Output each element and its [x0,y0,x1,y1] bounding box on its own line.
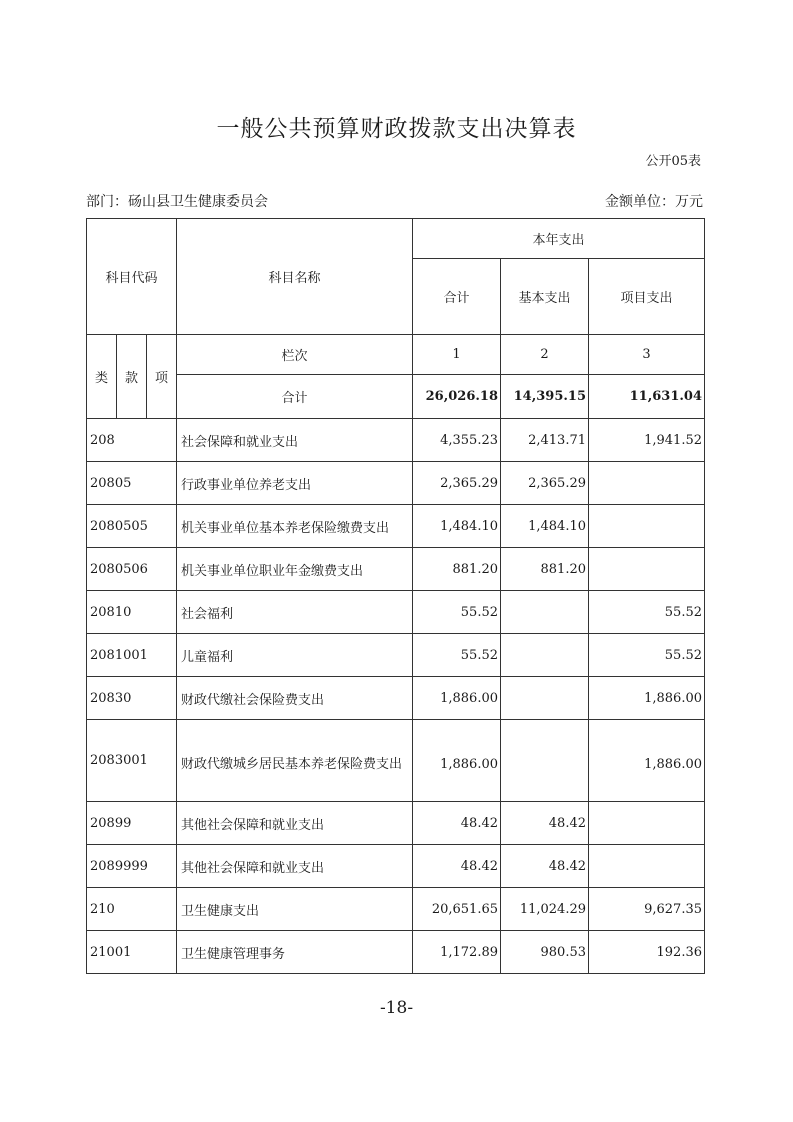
header-total: 合计 [413,259,501,335]
row-code: 21001 [87,931,177,974]
total-row-total: 26,026.18 [413,375,501,419]
expense-table [86,218,705,974]
row-project: 192.36 [589,931,705,974]
header-col2: 2 [501,335,589,375]
header-column-label: 栏次 [177,335,413,375]
row-name: 儿童福利 [177,634,413,677]
row-code: 20805 [87,462,177,505]
table-row [87,634,705,677]
amount-unit-label: 金额单位：万元 [605,194,703,210]
page-number: -18- [379,998,414,1018]
table-row [87,677,705,720]
row-basic: 881.20 [501,548,589,591]
table-row [87,720,705,802]
row-name: 卫生健康支出 [177,888,413,931]
row-total: 1,886.00 [413,720,501,802]
row-project: 1,886.00 [589,720,705,802]
row-total: 48.42 [413,802,501,845]
table-row [87,591,705,634]
total-row-project: 11,631.04 [589,375,705,419]
row-project: 1,886.00 [589,677,705,720]
row-project [589,462,705,505]
row-code: 2080505 [87,505,177,548]
row-basic: 2,365.29 [501,462,589,505]
row-basic [501,677,589,720]
row-total: 881.20 [413,548,501,591]
row-code: 210 [87,888,177,931]
table-row [87,505,705,548]
row-code: 20810 [87,591,177,634]
row-basic: 980.53 [501,931,589,974]
row-total: 1,886.00 [413,677,501,720]
header-basic: 基本支出 [501,259,589,335]
row-project [589,802,705,845]
row-total: 4,355.23 [413,419,501,462]
row-code: 20830 [87,677,177,720]
row-name: 其他社会保障和就业支出 [177,845,413,888]
row-name: 卫生健康管理事务 [177,931,413,974]
row-basic: 11,024.29 [501,888,589,931]
row-total: 1,172.89 [413,931,501,974]
row-basic: 2,413.71 [501,419,589,462]
header-subject-name: 科目名称 [177,219,413,335]
row-project [589,505,705,548]
row-name: 其他社会保障和就业支出 [177,802,413,845]
header-kuan: 款 [117,335,147,419]
row-code: 208 [87,419,177,462]
table-row [87,888,705,931]
row-project: 55.52 [589,634,705,677]
row-basic: 48.42 [501,845,589,888]
row-total: 55.52 [413,591,501,634]
header-project: 项目支出 [589,259,705,335]
row-name: 财政代缴社会保险费支出 [177,677,413,720]
header-year-expense: 本年支出 [413,219,705,259]
row-code: 2083001 [87,720,177,802]
row-name: 机关事业单位基本养老保险缴费支出 [177,505,413,548]
row-total: 20,651.65 [413,888,501,931]
row-project: 9,627.35 [589,888,705,931]
row-total: 1,484.10 [413,505,501,548]
row-basic [501,720,589,802]
row-basic [501,591,589,634]
row-name: 机关事业单位职业年金缴费支出 [177,548,413,591]
header-xiang: 项 [147,335,177,419]
header-subject-code: 科目代码 [87,219,177,335]
row-project [589,845,705,888]
row-total: 48.42 [413,845,501,888]
row-code: 2089999 [87,845,177,888]
row-project [589,548,705,591]
header-col1: 1 [413,335,501,375]
form-number: 公开05表 [645,154,701,169]
row-basic: 1,484.10 [501,505,589,548]
table-row [87,931,705,974]
row-name: 社会保障和就业支出 [177,419,413,462]
header-cat: 类 [87,335,117,419]
row-code: 2080506 [87,548,177,591]
row-name: 行政事业单位养老支出 [177,462,413,505]
total-row-label: 合计 [177,375,413,419]
department-label: 部门：砀山县卫生健康委员会 [86,194,268,210]
table-row [87,419,705,462]
row-name: 财政代缴城乡居民基本养老保险费支出 [177,720,413,802]
row-name: 社会福利 [177,591,413,634]
header-col3: 3 [589,335,705,375]
row-basic: 48.42 [501,802,589,845]
table-row [87,548,705,591]
row-total: 2,365.29 [413,462,501,505]
row-project: 55.52 [589,591,705,634]
row-basic [501,634,589,677]
row-project: 1,941.52 [589,419,705,462]
table-row [87,845,705,888]
table-row [87,802,705,845]
table-row [87,462,705,505]
row-total: 55.52 [413,634,501,677]
page-title: 一般公共预算财政拨款支出决算表 [216,116,577,142]
row-code: 20899 [87,802,177,845]
row-code: 2081001 [87,634,177,677]
total-row-basic: 14,395.15 [501,375,589,419]
